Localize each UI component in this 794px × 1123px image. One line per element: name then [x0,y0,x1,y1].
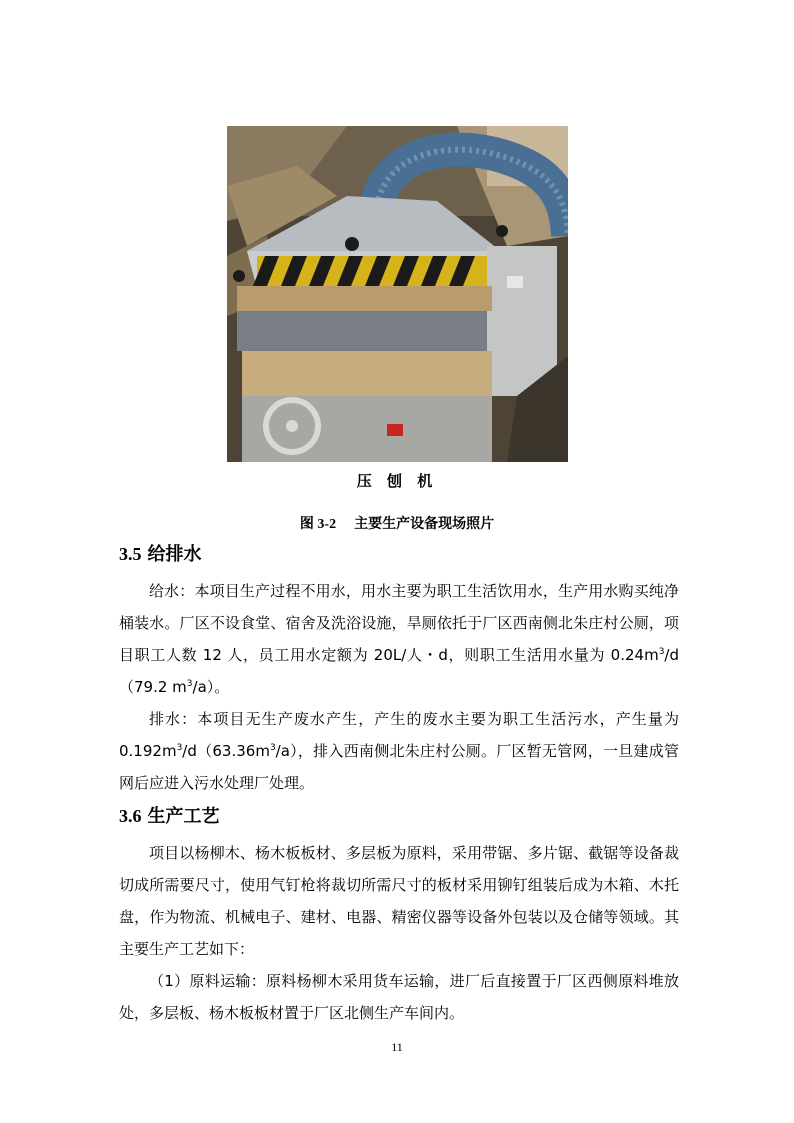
text-run: 给水：本项目生产过程不用水，用水主要为职工生活饮用水，生产用水购买纯净桶装水。厂区不设食堂、宿舍及洗浴设施，旱厕依托于厂区西南侧北朱庄村公厕，项目职工人数 12 人，员工用水定额为 20L/人・d，则职工生活用水量为 0.24m [119,582,679,664]
paragraph-drainage [119,703,679,799]
section-number: 3.5 [119,544,142,564]
paragraph-process-intro: 项目以杨柳木、杨木板板材、多层板为原料，采用带锯、多片锯、截锯等设备裁切成所需要尺寸，使用气钉枪将裁切所需尺寸的板材采用铆钉组装后成为木箱、木托盘，作为物流、机械电子、建材、电器、精密仪器等设备外包装以及仓储等领域。其主要生产工艺如下： [119,844,679,958]
section-title: 给排水 [147,544,202,565]
figure-number: 图 3-2 [299,517,337,532]
text-run: /a）。 [192,678,230,696]
text-run: /a），排入西南侧北朱庄村公厕。厂区暂无管网，一旦建成管网后应进入污水处理厂处理。 [119,742,679,792]
superscript: 3 [186,679,193,689]
superscript: 3 [658,647,665,657]
page-number: 11 [391,1040,403,1054]
section-heading-3-6 [119,802,220,828]
text-run: 排水：本项目无生产废水产生，产生的废水主要为职工生活污水，产生量为 0.192m [119,710,679,760]
text-run: /d（79.2 m [119,646,679,696]
superscript: 3 [176,743,183,753]
paragraph-raw-material-transport: （1）原料运输：原料杨柳木采用货车运输，进厂后直接置于厂区西侧原料堆放处，多层板、杨木板板材置于厂区北侧生产车间内。 [119,972,679,1022]
photo-label: 压 刨 机 [356,472,438,490]
figure-caption [0,513,794,533]
paragraph-water-supply [119,575,679,703]
superscript: 3 [269,743,276,753]
section-number: 3.6 [119,806,142,826]
machine-photo [227,126,568,462]
section-heading-3-5 [119,540,202,566]
text-run: /d（63.36m [182,742,270,760]
section-title: 生产工艺 [147,806,220,827]
figure-caption-text: 主要生产设备现场照片 [354,516,495,532]
